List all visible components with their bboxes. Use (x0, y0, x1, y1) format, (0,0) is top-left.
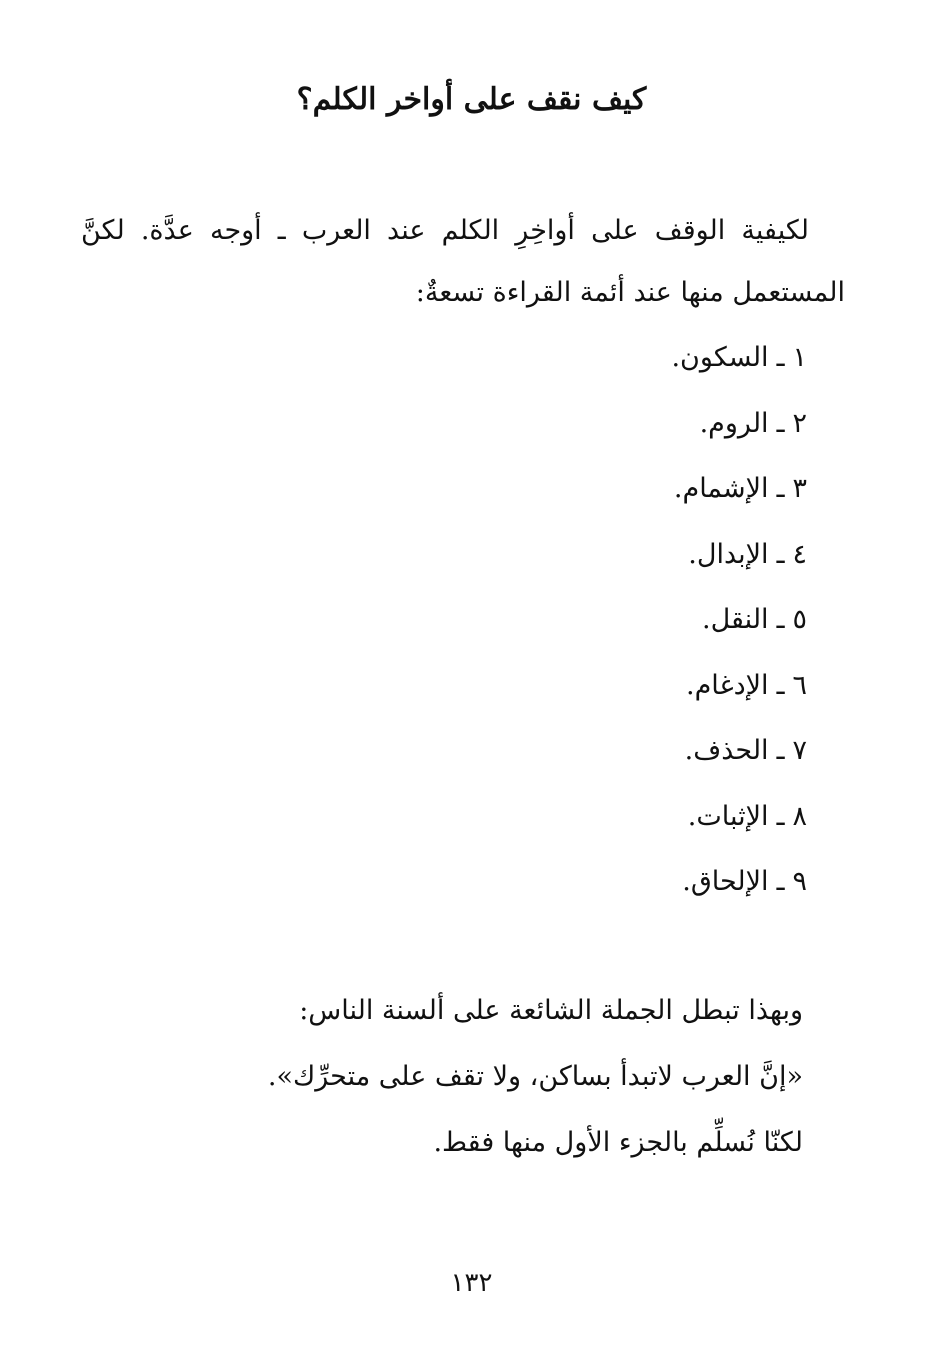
list-item (407, 658, 807, 724)
item-number: ٤ (792, 538, 807, 570)
item-text: الإبدال. (688, 538, 769, 570)
intro-line-1: لكيفية الوقف على أواخِرِ الكلم عند العرب ـ أوجه عدَّة. لكنَّ (81, 215, 809, 246)
item-text: النقل. (701, 604, 769, 635)
item-number: ٨ (792, 800, 807, 832)
intro-line-2: المستعمل منها عند أئمة القراءة تسعةٌ: (415, 277, 845, 308)
item-dash: ـ (776, 800, 785, 832)
item-text: الإلحاق. (682, 866, 769, 897)
item-dash: ـ (776, 735, 785, 766)
list-item (407, 527, 807, 593)
waqf-methods-list (407, 330, 807, 920)
item-number: ٩ (792, 866, 807, 897)
closing-paragraph (163, 980, 803, 1178)
item-number: ١ (792, 342, 807, 373)
item-dash: ـ (776, 473, 785, 504)
list-item (407, 854, 807, 920)
page-title: كيف نقف على أواخر الكلم؟ (296, 82, 647, 117)
item-text: السكون. (671, 342, 769, 373)
list-item (407, 330, 807, 396)
item-number: ٢ (792, 407, 807, 439)
intro-paragraph (81, 200, 845, 324)
list-item (407, 723, 807, 789)
list-item (407, 396, 807, 462)
item-dash: ـ (776, 407, 785, 439)
item-text: الروم. (699, 407, 769, 439)
item-dash: ـ (776, 866, 785, 897)
item-dash: ـ (776, 342, 785, 373)
item-number: ٧ (792, 735, 807, 766)
item-number: ٥ (792, 604, 807, 635)
item-text: الإشمام. (673, 473, 769, 504)
closing-line-1: وبهذا تبطل الجملة الشائعة على ألسنة الناس: (299, 995, 803, 1026)
item-text: الحذف. (684, 735, 769, 766)
closing-line-2: «إنَّ العرب لاتبدأ بساكن، ولا تقف على متحرِّك». (267, 1061, 803, 1092)
item-number: ٦ (792, 669, 807, 701)
closing-line-3: لكنّا نُسلِّم بالجزء الأول منها فقط. (433, 1127, 803, 1158)
page-number: ١٣٢ (450, 1268, 493, 1298)
item-dash: ـ (776, 538, 785, 570)
item-dash: ـ (776, 604, 785, 635)
list-item (407, 592, 807, 658)
item-number: ٣ (792, 473, 807, 504)
list-item (407, 461, 807, 527)
list-item (407, 789, 807, 855)
item-text: الإثبات. (687, 800, 769, 832)
item-text: الإدغام. (685, 669, 769, 701)
item-dash: ـ (776, 669, 785, 701)
